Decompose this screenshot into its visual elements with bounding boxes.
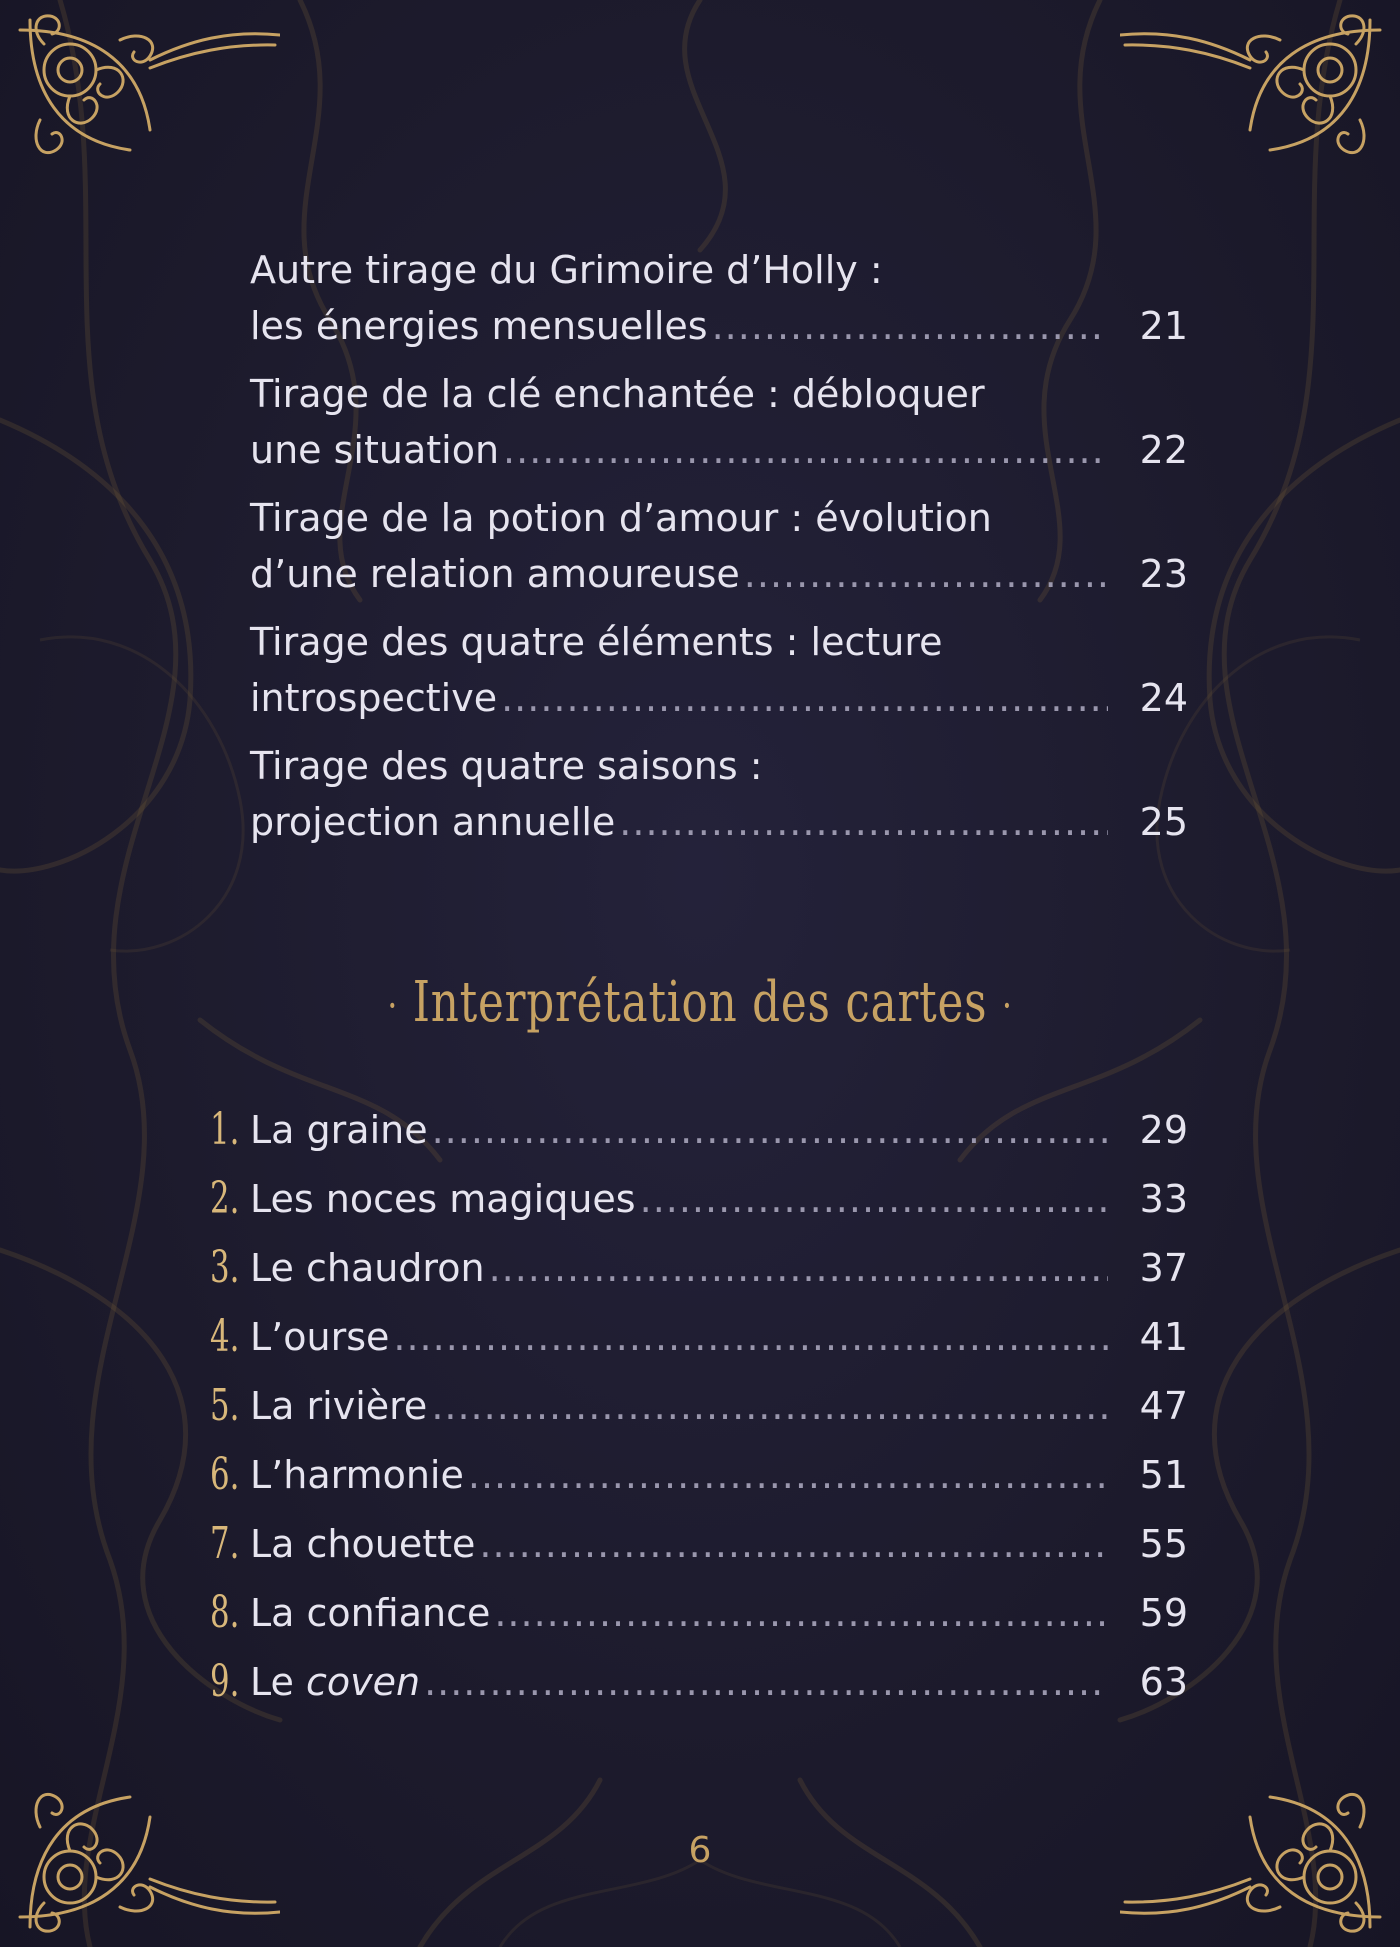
card-number: 5. — [210, 1380, 240, 1431]
dot-leader — [432, 1102, 1108, 1158]
card-title: Le chaudron — [250, 1246, 485, 1290]
card-title — [250, 1654, 420, 1710]
entry-page-number: 21 — [1139, 304, 1188, 348]
card-page-number: 55 — [1139, 1522, 1188, 1566]
card-title: La confiance — [250, 1591, 491, 1635]
dot-leader — [489, 1240, 1108, 1296]
card-entry[interactable] — [210, 1102, 1188, 1158]
card-number: 4. — [210, 1311, 240, 1362]
dot-leader — [712, 298, 1108, 354]
card-entry[interactable] — [210, 1171, 1188, 1227]
card-number: 3. — [210, 1242, 240, 1293]
toc-entry[interactable] — [250, 366, 1188, 478]
entry-title-line-2: une situation — [250, 428, 500, 472]
card-number: 1. — [210, 1104, 240, 1155]
dot-leader — [479, 1516, 1108, 1572]
dot-leader — [640, 1171, 1108, 1227]
toc-entry[interactable] — [250, 738, 1188, 850]
toc-entry[interactable] — [250, 242, 1188, 354]
dot-leader — [393, 1309, 1108, 1365]
dot-leader — [431, 1378, 1108, 1434]
card-number: 9. — [210, 1656, 240, 1707]
entry-page-number: 22 — [1139, 428, 1188, 472]
toc-cards-list — [210, 1102, 1188, 1723]
card-page-number: 37 — [1139, 1246, 1188, 1290]
card-title: Les noces magiques — [250, 1177, 636, 1221]
entry-title-line-1: Autre tirage du Grimoire d’Holly : — [250, 248, 883, 292]
card-page-number: 41 — [1139, 1315, 1188, 1359]
entry-title-line-2: projection annuelle — [250, 800, 616, 844]
ornament-top-left-icon — [0, 0, 280, 170]
card-entry[interactable] — [210, 1516, 1188, 1572]
dot-leader — [494, 1585, 1108, 1641]
card-entry[interactable] — [210, 1585, 1188, 1641]
card-entry[interactable] — [210, 1654, 1188, 1710]
card-entry[interactable] — [210, 1309, 1188, 1365]
dot-leader — [424, 1654, 1108, 1710]
entry-title-line-1: Tirage des quatre saisons : — [250, 744, 763, 788]
card-title-italic: coven — [305, 1660, 421, 1704]
entry-page-number: 25 — [1139, 800, 1188, 844]
card-title: La chouette — [250, 1522, 476, 1566]
card-entry[interactable] — [210, 1240, 1188, 1296]
card-entry[interactable] — [210, 1447, 1188, 1503]
dot-leader — [503, 422, 1108, 478]
card-page-number: 47 — [1139, 1384, 1188, 1428]
card-title: La rivière — [250, 1384, 428, 1428]
entry-title-line-2: introspective — [250, 676, 498, 720]
card-number: 6. — [210, 1449, 240, 1500]
card-page-number: 29 — [1139, 1108, 1188, 1152]
heading-bullet-left: · — [387, 983, 399, 1030]
card-number: 8. — [210, 1587, 240, 1638]
section-heading — [154, 970, 1246, 1035]
dot-leader — [501, 670, 1108, 726]
ornament-top-right-icon — [1120, 0, 1400, 170]
toc-entry[interactable] — [250, 490, 1188, 602]
entry-title-line-1: Tirage de la potion d’amour : évolution — [250, 496, 992, 540]
card-page-number: 63 — [1139, 1660, 1188, 1704]
card-title-prefix: Le — [250, 1660, 306, 1704]
heading-bullet-right: · — [1001, 983, 1013, 1030]
dot-leader — [468, 1447, 1108, 1503]
toc-spreads-list — [250, 242, 1188, 862]
card-title: La graine — [250, 1108, 428, 1152]
card-page-number: 59 — [1139, 1591, 1188, 1635]
toc-entry[interactable] — [250, 614, 1188, 726]
card-title: L’harmonie — [250, 1453, 464, 1497]
card-number: 7. — [210, 1518, 240, 1569]
dot-leader — [619, 794, 1108, 850]
heading-text: Interprétation des cartes — [412, 970, 988, 1035]
entry-page-number: 23 — [1139, 552, 1188, 596]
card-page-number: 51 — [1139, 1453, 1188, 1497]
card-title: L’ourse — [250, 1315, 390, 1359]
entry-title-line-2: les énergies mensuelles — [250, 304, 708, 348]
entry-title-line-2: d’une relation amoureuse — [250, 552, 740, 596]
entry-title-line-1: Tirage des quatre éléments : lecture — [250, 620, 943, 664]
page-number: 6 — [688, 1830, 712, 1871]
entry-page-number: 24 — [1139, 676, 1188, 720]
card-page-number: 33 — [1139, 1177, 1188, 1221]
card-entry[interactable] — [210, 1378, 1188, 1434]
dot-leader — [744, 546, 1108, 602]
entry-title-line-1: Tirage de la clé enchantée : débloquer — [250, 372, 985, 416]
card-number: 2. — [210, 1173, 240, 1224]
